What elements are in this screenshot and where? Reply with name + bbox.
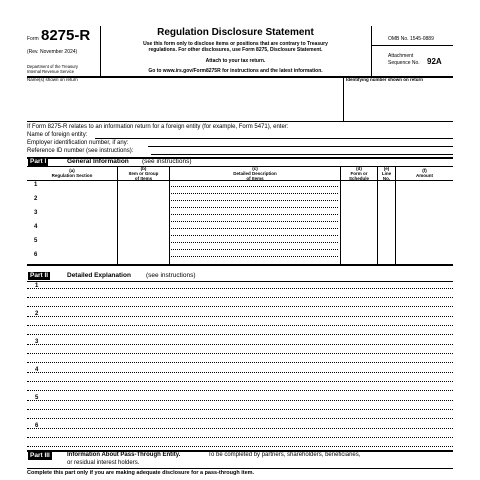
identifying-number-label: Identifying number shown on return — [346, 77, 423, 82]
part2-row-number: 2 — [35, 311, 39, 317]
part2-row-number: 5 — [35, 395, 39, 401]
col-f-letter: (f) — [422, 168, 427, 173]
col-a-letter: (a) — [69, 168, 75, 173]
col-d-name-2: Schedule — [348, 176, 369, 181]
foreign-entity-name-label: Name of foreign entity: — [27, 132, 88, 138]
col-b-name-1: Item or Group — [128, 171, 159, 176]
sequence-label: Sequence No. — [388, 60, 420, 66]
part3-label: Part III — [30, 452, 50, 459]
omb-number: OMB No. 1545-0889 — [388, 36, 434, 42]
part2-title: Detailed Explanation — [67, 272, 131, 279]
col-e-letter: (e) — [383, 166, 390, 171]
foreign-ein-label: Employer identification number, if any: — [27, 140, 129, 146]
part2-row-number: 3 — [35, 339, 39, 345]
col-e-name-2: No. — [382, 176, 391, 181]
form-revision: (Rev. November 2024) — [27, 49, 78, 55]
part2-row-number: 6 — [35, 423, 39, 429]
part1-row-number: 4 — [34, 224, 38, 230]
form-instruction-1: Use this form only to disclose items or positions that are contrary to Treasury — [143, 41, 328, 47]
col-f-name: Amount — [416, 173, 433, 178]
form-instruction-2: regulations. For other disclosures, use Form 8275, Disclosure Statement. — [148, 47, 323, 53]
form-instruction-4: Go to www.irs.gov/Form8275R for instructions and the latest information. — [148, 68, 323, 74]
foreign-ein-field[interactable] — [148, 146, 453, 147]
part1-row-number: 6 — [34, 252, 38, 258]
form-title: Regulation Disclosure Statement — [157, 27, 314, 38]
sequence-number: 92A — [427, 57, 442, 66]
reference-id-field[interactable] — [151, 154, 453, 155]
form-instruction-3: Attach to your tax return. — [205, 58, 266, 64]
part1-title: General Information — [67, 158, 129, 165]
part2-label: Part II — [30, 272, 49, 279]
part1-row-number: 1 — [34, 182, 38, 188]
name-field-label: Name(s) shown on return — [27, 77, 78, 82]
part1-row-number: 3 — [34, 210, 38, 216]
col-e-name-1: Line — [381, 171, 392, 176]
col-d-letter: (d) — [356, 166, 362, 171]
col-b-name-2: of Items — [134, 176, 153, 181]
part2-note: (see instructions) — [146, 272, 196, 279]
department-label: Department of the Treasury — [27, 64, 78, 69]
part1-row-number: 2 — [34, 196, 38, 202]
irs-label: Internal Revenue Service — [27, 69, 75, 74]
part1-note: (see instructions) — [142, 158, 192, 165]
form-label: Form — [27, 36, 39, 42]
col-c-name-1: Detailed Description — [233, 171, 277, 176]
part2-row-number: 1 — [35, 283, 39, 289]
col-c-letter: (c) — [252, 166, 258, 171]
col-d-name-1: Form or — [350, 171, 368, 176]
reference-id-label: Reference ID number (see instructions): — [27, 148, 134, 154]
col-c-name-2: of Items — [246, 176, 264, 181]
identifying-number-field[interactable] — [346, 84, 452, 120]
part3-note: Complete this part only if you are making adequate disclosure for a pass-through item. — [27, 470, 255, 476]
part3-title: Information About Pass-Through Entity. — [67, 452, 181, 458]
part3-description-1: To be completed by partners, shareholders, beneficiaries, — [208, 452, 361, 458]
part1-label: Part I — [30, 158, 47, 165]
part2-row-number: 4 — [35, 367, 39, 373]
part3-description-2: or residual interest holders. — [67, 460, 140, 466]
col-a-name: Regulation Section — [51, 173, 93, 178]
part1-row-number: 5 — [34, 238, 38, 244]
col-b-letter: (b) — [140, 166, 147, 171]
name-field[interactable] — [28, 84, 342, 120]
form-number: 8275-R — [41, 27, 91, 44]
foreign-entity-name-field[interactable] — [95, 138, 453, 139]
foreign-entity-intro: If Form 8275-R relates to an information return for a foreign entity (for example, Form 5471), enter: — [27, 124, 289, 130]
attachment-label: Attachment — [388, 53, 414, 59]
